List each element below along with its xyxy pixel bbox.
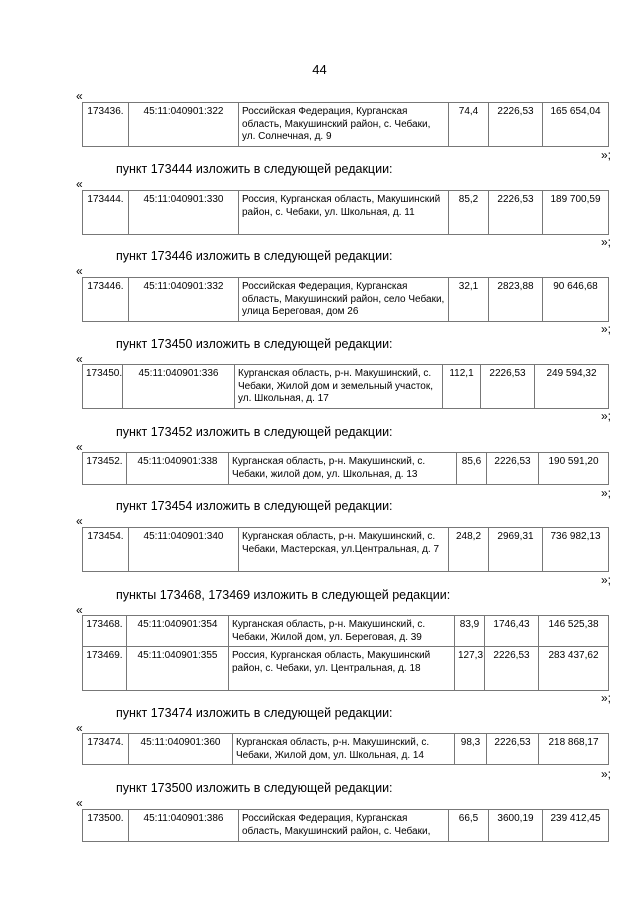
instruction-text: пункт 173450 изложить в следующей редакции:	[116, 337, 393, 351]
table-block-7	[82, 733, 609, 765]
table-block-2	[82, 277, 609, 322]
unit-price: 3600,19	[489, 810, 543, 842]
unit-price: 2823,88	[489, 278, 543, 322]
row-number: 173474.	[83, 734, 129, 765]
area: 85,2	[449, 191, 489, 235]
close-quote: »;	[600, 691, 611, 705]
unit-price: 1746,43	[485, 616, 539, 647]
area: 83,9	[455, 616, 485, 647]
open-quote: «	[76, 721, 83, 735]
table-row	[83, 453, 609, 485]
cadastral-number: 45:11:040901:354	[127, 616, 229, 647]
address: Россия, Курганская область, Макушинский район, с. Чебаки, ул. Центральная, д. 18	[229, 647, 455, 691]
instruction-text: пункт 173452 изложить в следующей редакции:	[116, 425, 393, 439]
row-number: 173450.	[83, 365, 123, 409]
cadastral-number: 45:11:040901:340	[129, 528, 239, 572]
cadastral-number: 45:11:040901:360	[129, 734, 233, 765]
cadastral-number: 45:11:040901:338	[127, 453, 229, 485]
row-number: 173454.	[83, 528, 129, 572]
table-row	[83, 365, 609, 409]
table-block-6	[82, 615, 609, 691]
table-row	[83, 647, 609, 691]
unit-price: 2226,53	[481, 365, 535, 409]
address: Курганская область, р-н. Макушинский, с. Чебаки, Жилой дом, ул. Береговая, д. 39	[229, 616, 455, 647]
instruction-text: пункт 173500 изложить в следующей редакции:	[116, 781, 393, 795]
row-number: 173468.	[83, 616, 127, 647]
table-row	[83, 528, 609, 572]
cadastral-number: 45:11:040901:322	[129, 103, 239, 147]
row-number: 173452.	[83, 453, 127, 485]
row-number: 173446.	[83, 278, 129, 322]
close-quote: »;	[600, 322, 611, 336]
open-quote: «	[76, 514, 83, 528]
total-value: 165 654,04	[543, 103, 609, 147]
unit-price: 2226,53	[489, 191, 543, 235]
open-quote: «	[76, 796, 83, 810]
unit-price: 2226,53	[485, 647, 539, 691]
unit-price: 2226,53	[487, 734, 539, 765]
close-quote: »;	[600, 235, 611, 249]
area: 112,1	[443, 365, 481, 409]
area: 85,6	[457, 453, 487, 485]
open-quote: «	[76, 352, 83, 366]
open-quote: «	[76, 440, 83, 454]
table-block-1	[82, 190, 609, 235]
total-value: 189 700,59	[543, 191, 609, 235]
table-row	[83, 278, 609, 322]
address: Российская Федерация, Курганская область, Макушинский район, село Чебаки, улица Береговая, дом 26	[239, 278, 449, 322]
unit-price: 2969,31	[489, 528, 543, 572]
address: Российская Федерация, Курганская область, Макушинский район, с. Чебаки, ул. Солнечная, д. 9	[239, 103, 449, 147]
instruction-text: пункт 173444 изложить в следующей редакции:	[116, 162, 393, 176]
total-value: 239 412,45	[543, 810, 609, 842]
area: 127,3	[455, 647, 485, 691]
close-quote: »;	[600, 148, 611, 162]
table-row	[83, 734, 609, 765]
table-row	[83, 810, 609, 842]
total-value: 146 525,38	[539, 616, 609, 647]
open-quote: «	[76, 89, 83, 103]
table-block-3	[82, 364, 609, 409]
total-value: 249 594,32	[535, 365, 609, 409]
cadastral-number: 45:11:040901:330	[129, 191, 239, 235]
cadastral-number: 45:11:040901:332	[129, 278, 239, 322]
unit-price: 2226,53	[487, 453, 539, 485]
address: Курганская область, р-н. Макушинский, с. Чебаки, Жилой дом и земельный участок, ул. Школьная, д. 17	[235, 365, 443, 409]
total-value: 736 982,13	[543, 528, 609, 572]
unit-price: 2226,53	[489, 103, 543, 147]
open-quote: «	[76, 603, 83, 617]
cadastral-number: 45:11:040901:386	[129, 810, 239, 842]
table-block-0	[82, 102, 609, 147]
page-number: 44	[312, 62, 327, 77]
area: 66,5	[449, 810, 489, 842]
area: 32,1	[449, 278, 489, 322]
open-quote: «	[76, 177, 83, 191]
address: Российская Федерация, Курганская область, Макушинский район, с. Чебаки,	[239, 810, 449, 842]
instruction-text: пункт 173474 изложить в следующей редакции:	[116, 706, 393, 720]
address: Россия, Курганская область, Макушинский район, с. Чебаки, ул. Школьная, д. 11	[239, 191, 449, 235]
address: Курганская область, р-н. Макушинский, с. Чебаки, Жилой дом, ул. Школьная, д. 14	[233, 734, 455, 765]
open-quote: «	[76, 264, 83, 278]
table-block-5	[82, 527, 609, 572]
close-quote: »;	[600, 486, 611, 500]
total-value: 190 591,20	[539, 453, 609, 485]
close-quote: »;	[600, 573, 611, 587]
instruction-text: пункт 173446 изложить в следующей редакции:	[116, 249, 393, 263]
total-value: 218 868,17	[539, 734, 609, 765]
instruction-text: пункт 173454 изложить в следующей редакции:	[116, 499, 393, 513]
address: Курганская область, р-н. Макушинский, с. Чебаки, жилой дом, ул. Школьная, д. 13	[229, 453, 457, 485]
area: 74,4	[449, 103, 489, 147]
row-number: 173444.	[83, 191, 129, 235]
cadastral-number: 45:11:040901:336	[123, 365, 235, 409]
row-number: 173469.	[83, 647, 127, 691]
area: 98,3	[455, 734, 487, 765]
area: 248,2	[449, 528, 489, 572]
table-row	[83, 616, 609, 647]
address: Курганская область, р-н. Макушинский, с. Чебаки, Мастерская, ул.Центральная, д. 7	[239, 528, 449, 572]
total-value: 283 437,62	[539, 647, 609, 691]
cadastral-number: 45:11:040901:355	[127, 647, 229, 691]
table-row	[83, 103, 609, 147]
table-block-8	[82, 809, 609, 842]
close-quote: »;	[600, 767, 611, 781]
row-number: 173436.	[83, 103, 129, 147]
total-value: 90 646,68	[543, 278, 609, 322]
table-block-4	[82, 452, 609, 485]
table-row	[83, 191, 609, 235]
close-quote: »;	[600, 409, 611, 423]
instruction-text: пункты 173468, 173469 изложить в следующей редакции:	[116, 588, 451, 602]
row-number: 173500.	[83, 810, 129, 842]
